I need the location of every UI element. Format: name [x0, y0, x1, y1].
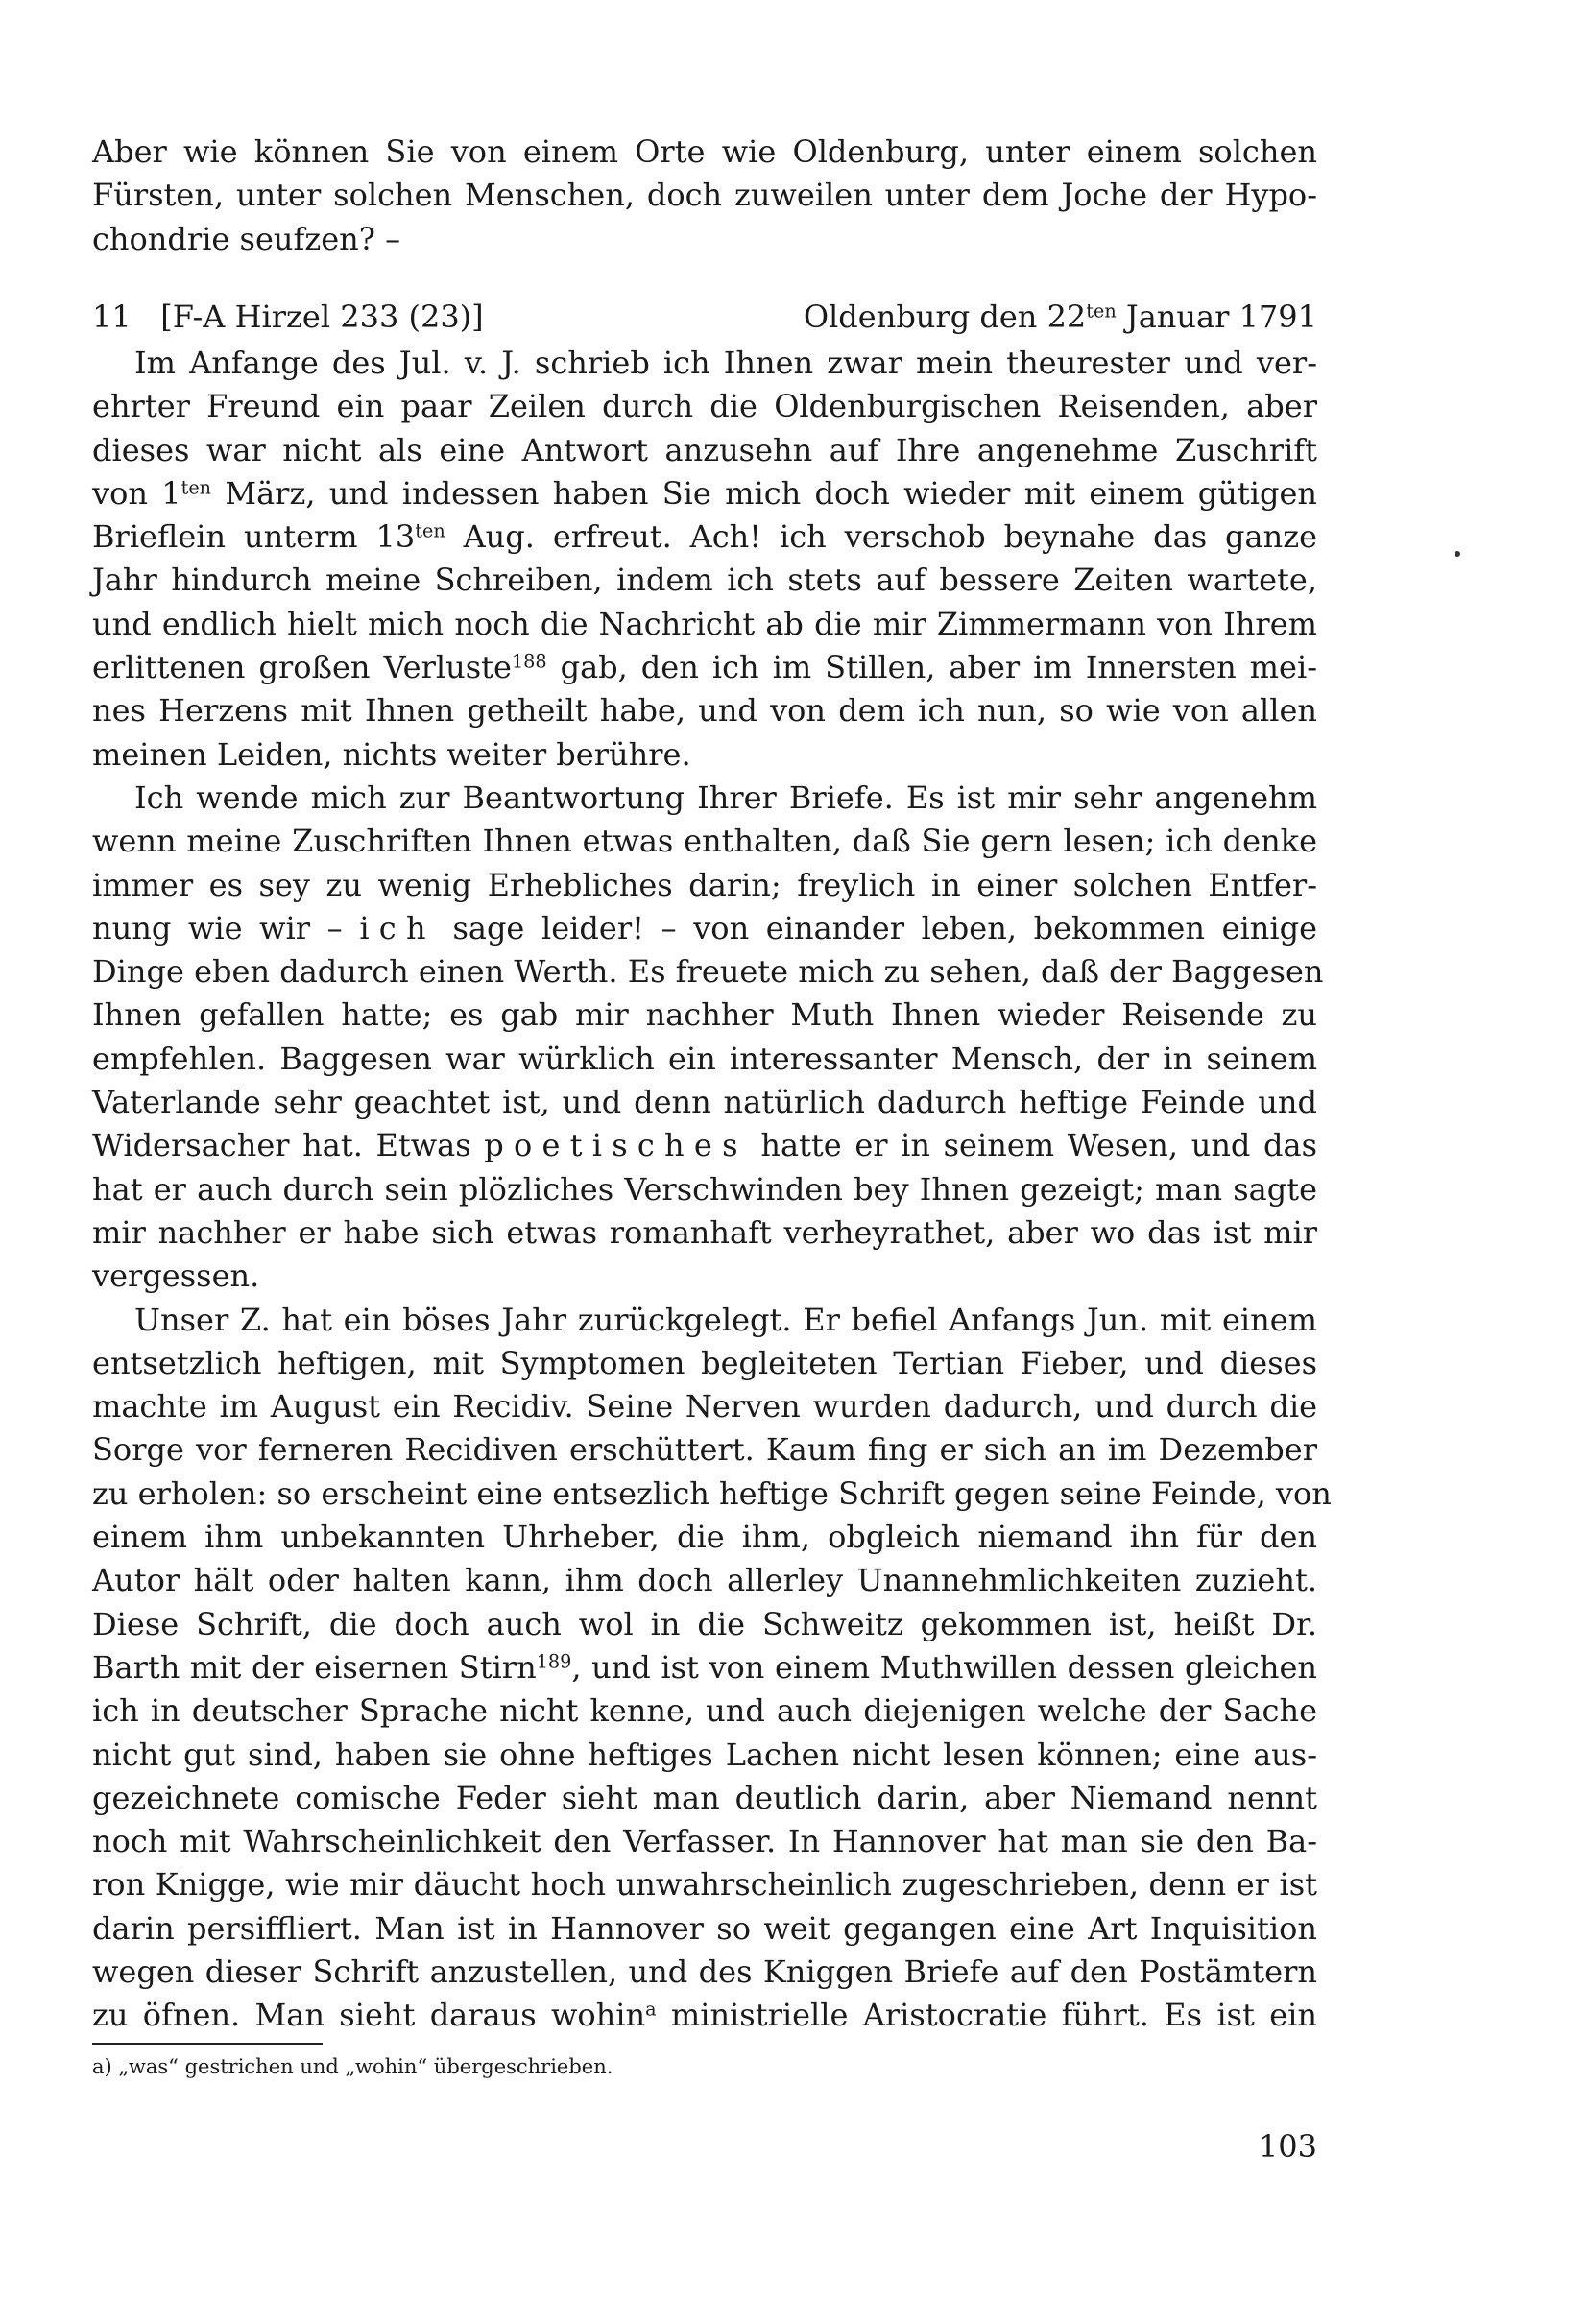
paragraph-3 [92, 1299, 1332, 2038]
text-line [92, 1646, 1317, 1689]
footnote-reference: 189 [536, 1650, 572, 1673]
place-date-suffix: Januar 1791 [1116, 299, 1317, 335]
letter-heading [92, 296, 1317, 339]
text-line: dieses war nicht als eine Antwort anzusehn auf Ihre angenehme Zuschrift [92, 431, 1317, 468]
text-line: hat er auch durch sein plözliches Verschwinden bey Ihnen gezeigt; man sagte [92, 1170, 1317, 1208]
text-run: Brieflein unterm 13 [92, 518, 416, 556]
text-line [92, 1124, 1317, 1167]
text-line: nes Herzens mit Ihnen getheilt habe, und von dem ich nun, so wie von allen [92, 692, 1317, 730]
text-run: von 1 [92, 474, 181, 512]
text-line: Fürsten, unter solchen Menschen, doch zuweilen unter dem Joche der Hypo- [92, 177, 1317, 214]
paragraph-1 [92, 342, 1317, 777]
text-line [92, 472, 1317, 515]
text-line: mir nachher er habe sich etwas romanhaft verheyrathet, aber wo das ist mir [92, 1213, 1317, 1251]
text-line: einem ihm unbekannten Uhrheber, die ihm, obgleich niemand ihn für den [92, 1519, 1317, 1556]
text-line: nicht gut sind, haben sie ohne heftiges Lachen nicht lesen können; eine aus- [92, 1736, 1317, 1773]
text-run: ministrielle Aristocratie führt. Es ist ein [656, 1997, 1318, 2034]
text-line [92, 1994, 1317, 2037]
superscript: ten [180, 476, 212, 499]
text-line: ehrter Freund ein paar Zeilen durch die Oldenburgischen Reisenden, aber [92, 388, 1317, 425]
text-line: vergessen. [92, 1258, 260, 1295]
text-line: Autor hält oder halten kann, ihm doch allerley Unannehmlichkeiten zuzieht. [92, 1562, 1317, 1599]
text-line: immer es sey zu wenig Erhebliches darin; freylich in einer solchen Entfer- [92, 866, 1317, 903]
text-run: sage leider! – von einander leben, bekommen einige [435, 909, 1318, 946]
text-line: Sorge vor ferneren Recidiven erschüttert. Kaum fing er sich an im Dezember [92, 1431, 1317, 1469]
text-run: gab, den ich im Stillen, aber im Innersten mei- [546, 649, 1317, 686]
page-number: 103 [1258, 2128, 1317, 2165]
text-run: hatte er in seinem Wesen, und das [747, 1127, 1318, 1164]
text-line: und endlich hielt mich noch die Nachricht ab die mir Zimmermann von Ihrem [92, 605, 1317, 642]
place-date-prefix: Oldenburg den 22 [803, 299, 1087, 335]
text-line: wenn meine Zuschriften Ihnen etwas enthalten, daß Sie gern lesen; ich denke [92, 823, 1317, 860]
text-line: Aber wie können Sie von einem Orte wie Oldenburg, unter einem solchen [92, 133, 1317, 170]
text-run: , und ist von einem Muthwillen dessen gleichen [571, 1648, 1318, 1686]
superscript: ten [415, 519, 445, 542]
footnote-rule [92, 2043, 323, 2045]
text-line: ich in deutscher Sprache nicht kenne, und auch diejenigen welche der Sache [92, 1692, 1317, 1730]
letter-body [92, 342, 1332, 2038]
text-run: Aug. erfreut. Ach! ich verschob beynahe das ganze [445, 518, 1318, 556]
emphasis-spaced: poetisches [484, 1127, 748, 1164]
margin-dot [1455, 551, 1460, 557]
text-line [92, 646, 1317, 689]
text-line: entsetzlich heftigen, mit Symptomen begleiteten Tertian Fieber, und dieses [92, 1344, 1317, 1381]
text-line: Unser Z. hat ein böses Jahr zurückgelegt. Er befiel Anfangs Jun. mit einem [134, 1301, 1317, 1338]
text-line: darin persiffliert. Man ist in Hannover so weit gegangen eine Art Inquisition [92, 1909, 1317, 1947]
text-line: ron Knigge, wie mir däucht hoch unwahrscheinlich zugeschrieben, denn er ist [92, 1866, 1317, 1904]
footnote: a) „was“ gestrichen und „wohin“ übergeschrieben. [92, 2055, 613, 2078]
text-line: Jahr hindurch meine Schreiben, indem ich stets auf bessere Zeiten wartete, [92, 562, 1317, 599]
text-line: Vaterlande sehr geachtet ist, und denn natürlich dadurch heftige Feinde und [92, 1084, 1317, 1121]
text-line: wegen dieser Schrift anzustellen, und des Kniggen Briefe auf den Postämtern [92, 1953, 1317, 1990]
text-line: zu erholen: so erscheint eine entsezlich heftige Schrift gegen seine Feinde, von [92, 1474, 1332, 1512]
text-run: Barth mit der eisernen Stirn [92, 1648, 537, 1686]
intro-paragraph [92, 131, 1317, 261]
text-run: zu öfnen. Man sieht daraus wohin [92, 1997, 646, 2034]
text-line: noch mit Wahrscheinlichkeit den Verfasser. In Hannover hat man sie den Ba- [92, 1823, 1317, 1860]
text-line: Ich wende mich zur Beantwortung Ihrer Briefe. Es ist mir sehr angenehm [134, 779, 1317, 816]
text-line [92, 907, 1317, 950]
paragraph-2 [92, 777, 1324, 1299]
text-line: Im Anfange des Jul. v. J. schrieb ich Ihnen zwar mein theurester und ver- [134, 345, 1317, 381]
text-line: empfehlen. Baggesen war würklich ein interessanter Mensch, der in seinem [92, 1040, 1317, 1077]
text-line: machte im August ein Recidiv. Seine Nerven wurden dadurch, und durch die [92, 1388, 1317, 1426]
text-line: Ihnen gefallen hatte; es gab mir nachher Muth Ihnen wieder Reisende zu [92, 996, 1317, 1034]
text-line [92, 515, 1317, 559]
text-line: Diese Schrift, die doch auch wol in die Schweitz gekommen ist, heißt Dr. [92, 1605, 1317, 1642]
letter-place-date [804, 296, 1317, 339]
text-line: gezeichnete comische Feder sieht man deutlich darin, aber Niemand nennt [92, 1779, 1317, 1816]
text-run: nung wie wir – [92, 909, 360, 946]
emphasis-spaced: ich [359, 909, 436, 946]
text-run: erlittenen großen Verluste [92, 649, 512, 686]
text-run: Widersacher hat. Etwas [92, 1127, 485, 1164]
text-line: meinen Leiden, nichts weiter berühre. [92, 735, 691, 773]
footnote-marker: a [645, 1998, 657, 2021]
footnote-reference: 188 [511, 650, 547, 673]
text-line: Dinge eben dadurch einen Werth. Es freuete mich zu sehen, daß der Baggesen [92, 953, 1324, 991]
place-date-superscript: ten [1086, 299, 1117, 323]
text-run: März, und indessen haben Sie mich doch wieder mit einem gütigen [211, 474, 1318, 512]
text-line: chondrie seufzen? – [92, 220, 401, 257]
letter-number-source: 11 [F-A Hirzel 233 (23)] [92, 299, 484, 335]
